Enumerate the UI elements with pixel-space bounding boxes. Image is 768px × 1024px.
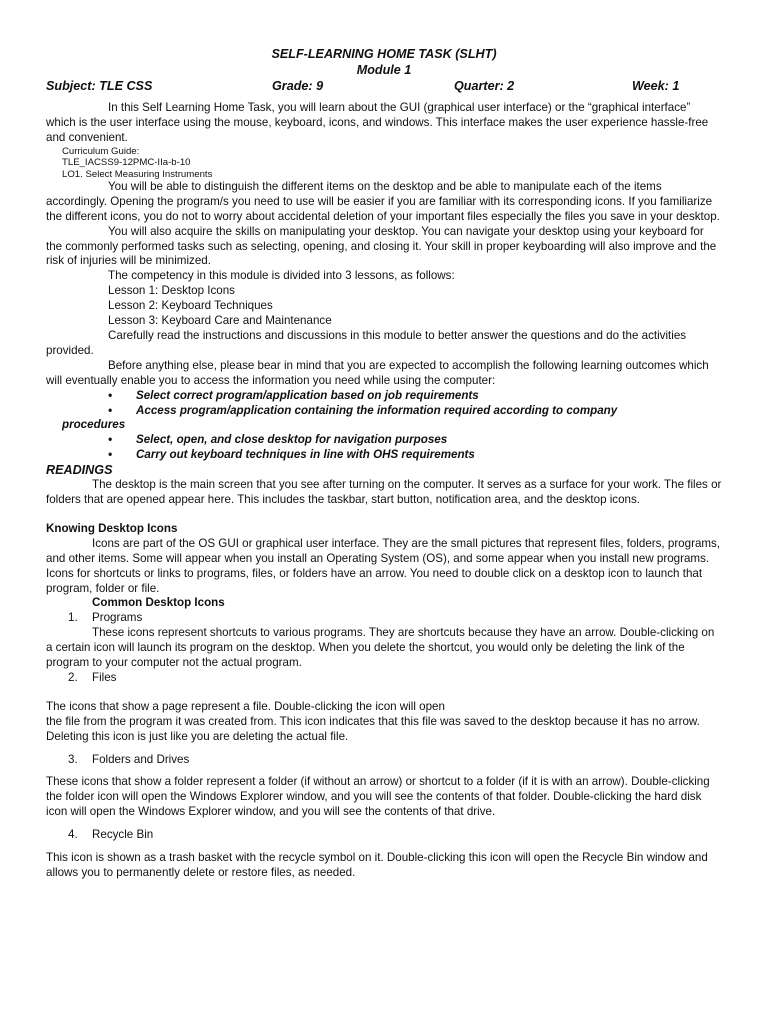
intro-paragraph: In this Self Learning Home Task, you will learn about the GUI (graphical user interface) or the “graphical interface” which is the user interface using the mouse, keyboard, icons, and windows. This interface makes the user experience hassle-free and convenient. xyxy=(46,101,709,144)
spacer xyxy=(46,508,722,522)
bullet-icon: • xyxy=(108,433,113,447)
outcome-text-continued: procedures xyxy=(62,418,126,432)
spacer xyxy=(46,767,722,775)
distinguish-paragraph: You will be able to distinguish the different items on the desktop and be able to manipulate each of the items accordingly. Opening the program/s you need to use will be easier if you are familiar with its corresponding icons. If you familiarize the different icons, you do not to worry about accidental deletion of your important files especially the files you save in your desktop. xyxy=(46,179,720,223)
item-title: Programs xyxy=(92,611,143,625)
outcome-text: Access program/application containing the information required according to company xyxy=(136,403,618,417)
list-item xyxy=(46,828,722,843)
outcome-item xyxy=(46,433,722,448)
lesson-item: Lesson 1: Desktop Icons xyxy=(108,284,235,298)
module-label: Module 1 xyxy=(356,63,412,77)
knowing-icons-heading: Knowing Desktop Icons xyxy=(46,521,178,535)
list-item xyxy=(46,753,722,768)
curriculum-guide-label: Curriculum Guide: xyxy=(62,145,140,157)
lesson-item: Lesson 3: Keyboard Care and Maintenance xyxy=(108,314,332,328)
icons-paragraph: Icons are part of the OS GUI or graphical user interface. They are the small pictures that represent files, folders, programs, and other items. Some will appear when you install an Operating System (OS), and some appear when you install new programs. Icons for shortcuts or links to programs, files, or folders have an arrow. You need to double click on a desktop icon to launch that program, folder or file. xyxy=(46,536,721,595)
document-title: SELF-LEARNING HOME TASK (SLHT) xyxy=(271,47,497,61)
files-paragraph: the file from the program it was created from. This icon indicates that this file was saved to the desktop because it has no arrow. Deleting this icon is just like you are deleting the actual file. xyxy=(46,714,700,743)
spacer xyxy=(46,843,722,851)
outcome-text: Select correct program/application based on job requirements xyxy=(136,388,479,402)
quarter-label: Quarter: 2 xyxy=(454,79,515,93)
instructions-paragraph: Carefully read the instructions and discussions in this module to better answer the questions and do the activities provided. xyxy=(46,329,687,357)
item-title: Recycle Bin xyxy=(92,828,154,842)
lesson-item: Lesson 2: Keyboard Techniques xyxy=(108,299,273,313)
week-label: Week: 1 xyxy=(632,79,680,93)
folders-paragraph: These icons that show a folder represent a folder (if without an arrow) or shortcut to a folder (if it is with an arrow). Double-clicking the folder icon will open the Windows Explorer window, and you will see the contents of that folder. Double-clicking the hard disk icon will open the Windows Explorer window, and you will see the contents of that drive. xyxy=(46,775,710,819)
programs-paragraph: These icons represent shortcuts to various programs. They are shortcuts because they have an arrow. Double-clicking on a certain icon will launch its program on the desktop. When you delete the shortcut, you would only be deleting the link of the program to your computer not the actual program. xyxy=(46,626,715,670)
bullet-icon: • xyxy=(108,448,113,462)
outcomes-paragraph: Before anything else, please bear in mind that you are expected to accomplish the following learning outcomes which will eventually enable you to access the information you need while using the computer: xyxy=(46,358,709,387)
item-number: 4. xyxy=(68,828,78,842)
item-title: Files xyxy=(92,670,117,684)
outcome-text: Select, open, and close desktop for navigation purposes xyxy=(136,433,448,447)
outcome-text: Carry out keyboard techniques in line with OHS requirements xyxy=(136,448,475,462)
outcome-item xyxy=(46,404,722,419)
bullet-icon: • xyxy=(108,388,113,402)
learning-outcome: LO1. Select Measuring Instruments xyxy=(62,168,213,180)
subject-label: Subject: TLE CSS xyxy=(46,79,153,93)
spacer xyxy=(46,686,722,700)
bullet-icon: • xyxy=(108,403,113,417)
meta-row xyxy=(46,78,722,95)
competency-paragraph: The competency in this module is divided into 3 lessons, as follows: xyxy=(108,269,455,283)
files-paragraph-line: The icons that show a page represent a file. Double-clicking the icon will open xyxy=(46,699,445,713)
outcome-item xyxy=(46,448,722,463)
curriculum-code: TLE_IACSS9-12PMC-IIa-b-10 xyxy=(62,157,191,169)
list-item xyxy=(46,611,722,626)
grade-label: Grade: 9 xyxy=(272,79,324,93)
item-title: Folders and Drives xyxy=(92,752,190,766)
spacer xyxy=(46,745,722,753)
skills-paragraph: You will also acquire the skills on manipulating your desktop. You can navigate your desktop using your keyboard for the commonly performed tasks such as selecting, opening, and closing it. Your skill in proper keyboarding will also improve and the risk of injuries will be minimized. xyxy=(46,224,717,268)
outcome-item xyxy=(46,389,722,404)
document-page xyxy=(46,46,722,881)
item-number: 2. xyxy=(68,670,78,684)
readings-heading: READINGS xyxy=(46,463,113,478)
desktop-paragraph: The desktop is the main screen that you see after turning on the computer. It serves as a surface for your work. The files or folders that are opened appear here. This includes the taskbar, start button, notification area, and the desktop icons. xyxy=(46,478,722,506)
list-item xyxy=(46,671,722,686)
item-number: 3. xyxy=(68,752,78,766)
item-number: 1. xyxy=(68,611,78,625)
common-icons-heading: Common Desktop Icons xyxy=(92,596,225,610)
recycle-bin-paragraph: This icon is shown as a trash basket with the recycle symbol on it. Double-clicking this icon will open the Recycle Bin window and allows you to permanently delete or restore files, as needed. xyxy=(46,851,708,879)
spacer xyxy=(46,820,722,828)
